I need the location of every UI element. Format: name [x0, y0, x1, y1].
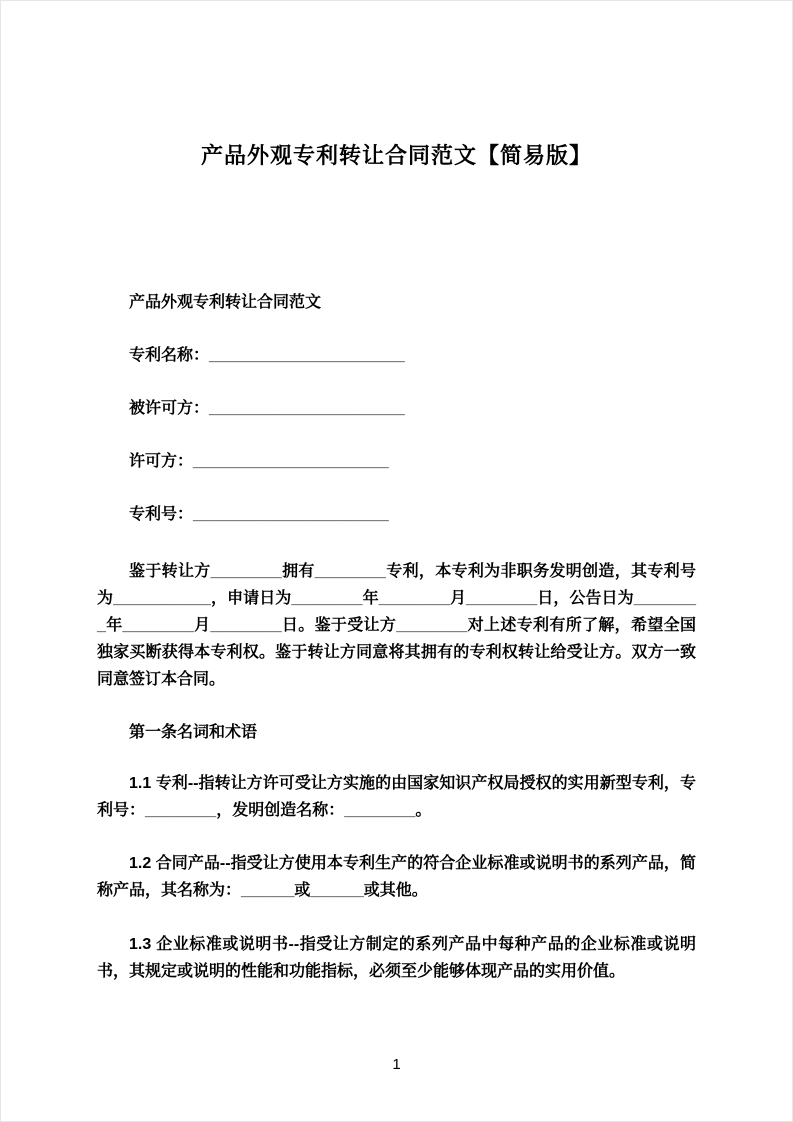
field-label: 专利号： [129, 505, 194, 523]
field-blank: ______________________ [193, 505, 389, 523]
field-list [97, 346, 696, 525]
field-row-patent-number [97, 505, 696, 526]
field-row-licensor [97, 452, 696, 473]
document-subtitle: 产品外观专利转让合同范文 [129, 294, 322, 311]
field-label: 被许可方： [129, 400, 210, 418]
field-blank: ______________________ [209, 400, 405, 418]
clause-paragraph-1-1: 1.1 专利--指转让方许可受让方实施的由国家知识产权局授权的实用新型专利，专利号：________，发明创造名称：________。 [97, 774, 696, 820]
field-blank: ______________________ [209, 347, 405, 365]
clause-paragraph-1-2: 1.2 合同产品--指受让方使用本专利生产的符合企业标准或说明书的系列产品，简称产品，其名称为：______或______或其他。 [97, 855, 696, 900]
field-row-patent-name [97, 346, 696, 367]
page-number: 1 [392, 1056, 401, 1073]
document-title: 产品外观专利转让合同范文【简易版】 [200, 143, 592, 168]
clause-paragraph-1-3: 1.3 企业标准或说明书--指受让方制定的系列产品中每种产品的企业标准或说明书，其规定或说明的性能和功能指标，必须至少能够体现产品的实用价值。 [97, 935, 696, 980]
document-content [1, 1, 792, 985]
intro-paragraph: 鉴于转让方________拥有________专利，本专利为非职务发明创造，其专利号为___________，申请日为________年________月________日，公告日为________年________月________日。鉴于受让方________对上述专利有所了解，希望全国独家买断获得本专利权。鉴于转让方同意将其拥有的专利权转让给受让方。双方一致同意签订本合同。 [97, 562, 696, 689]
field-row-licensee [97, 399, 696, 420]
field-label: 专利名称： [129, 347, 210, 365]
field-label: 许可方： [129, 452, 194, 470]
section-heading-article-1: 第一条名词和术语 [129, 723, 258, 741]
field-blank: ______________________ [193, 452, 389, 470]
